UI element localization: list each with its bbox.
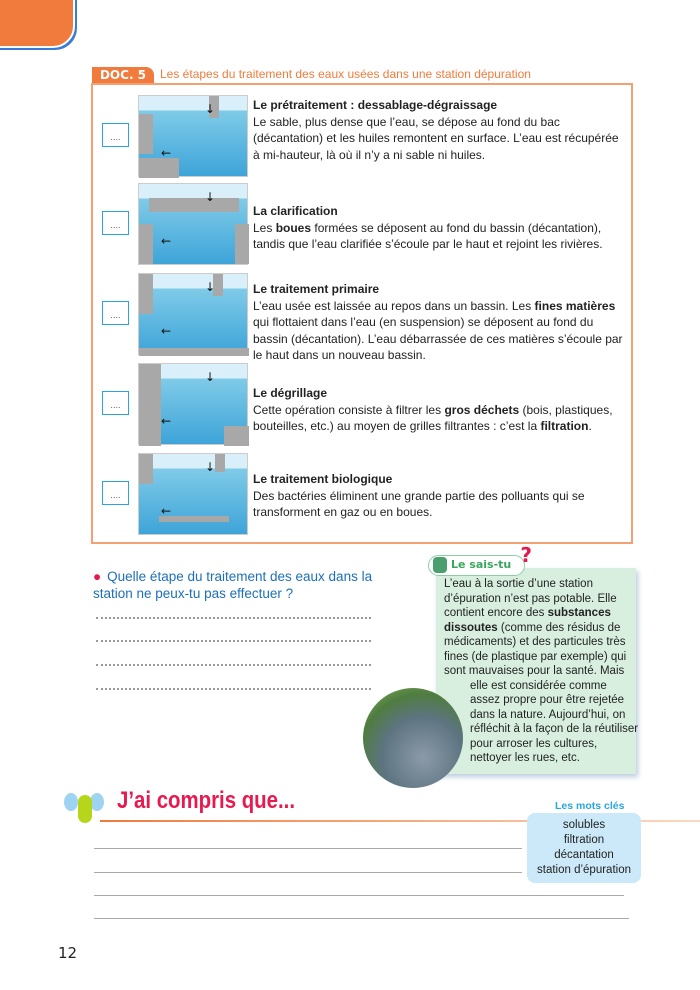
step-number-box[interactable]: .... <box>102 123 129 147</box>
keyword: station d’épuration <box>537 864 631 876</box>
write-line[interactable] <box>94 895 624 896</box>
flow-arrow-icon: ← <box>161 324 172 338</box>
text-run: . <box>588 419 592 433</box>
mots-cles-box <box>527 813 641 883</box>
page-number: 12 <box>58 944 78 962</box>
step-row <box>102 183 622 265</box>
bold-term: boues <box>275 220 312 235</box>
step-diagram <box>138 273 248 355</box>
answer-line[interactable] <box>96 664 371 666</box>
text-run: Le sable, plus dense que l’eau, se dépose au fond du bac (décantation) et les huiles remontent en surface. L’eau est récupérée à mi-hauteur, là où il n’y a ni sable ni huiles. <box>253 114 619 162</box>
irrigation-photo <box>363 688 463 788</box>
doc-box <box>91 83 633 544</box>
doc-title: Les étapes du traitement des eaux usées dans une station dépuration <box>160 67 531 81</box>
step-text <box>253 385 623 435</box>
earth-icon <box>433 557 447 573</box>
le-sais-tu-label <box>428 543 532 576</box>
le-sais-tu-text <box>444 577 639 794</box>
step-number-box[interactable]: .... <box>102 391 129 415</box>
inflow-arrow-icon: ↓ <box>205 102 216 116</box>
text-run: formées se déposent au fond du bassin (décantation), tandis que l’eau clarifiée s’écoule par le haut et rejoint les rivières. <box>253 220 603 251</box>
bold-term: filtration <box>540 419 589 433</box>
step-row <box>102 453 622 535</box>
step-diagram <box>138 95 248 177</box>
inflow-arrow-icon: ↓ <box>205 370 216 384</box>
step-text <box>253 471 623 521</box>
step-row <box>102 95 622 177</box>
step-text <box>253 97 623 163</box>
question <box>93 568 383 602</box>
mots-cles-title: Les mots clés <box>555 800 625 812</box>
tank-wall <box>139 364 161 446</box>
question-mark-icon: ? <box>520 543 532 567</box>
tank-wall <box>139 454 153 484</box>
text-run: L’eau à la sortie d’une station d’épuration n’est pas potable. Elle contient encore des <box>444 578 617 619</box>
step-number-box[interactable]: .... <box>102 481 129 505</box>
question-text: Quelle étape du traitement des eaux dans la station ne peux-tu pas effectuer ? <box>93 569 373 601</box>
step-title: Le traitement primaire <box>253 282 380 296</box>
bold-term: fines matières <box>534 298 616 313</box>
keyword: solubles <box>562 819 606 831</box>
step-diagram <box>138 453 248 535</box>
step-text <box>253 281 623 364</box>
answer-line[interactable] <box>96 617 371 619</box>
bullet-icon: ● <box>93 569 102 584</box>
bold-term: substances dissoutes <box>444 607 611 634</box>
step-title: La clarification <box>253 204 338 218</box>
step-number-box[interactable]: .... <box>102 211 129 235</box>
bold-term: gros déchets <box>444 402 520 417</box>
step-number-box[interactable]: .... <box>102 301 129 325</box>
step-text <box>253 203 623 253</box>
tank-wall <box>139 348 249 356</box>
doc-tag: DOC. 5 <box>92 67 154 84</box>
write-line[interactable] <box>94 848 522 849</box>
tank-wall <box>235 224 249 264</box>
text-run: Les <box>253 220 276 235</box>
tank-wall <box>139 114 153 154</box>
step-title: Le prétraitement : dessablage-dégraissage <box>253 98 498 112</box>
answer-line[interactable] <box>96 688 371 690</box>
text-run: (comme des résidus de médicaments) et des particules très fines (de plastique par exemple) qui sont mauvaises pour la santé. Mais elle est considérée comme assez propre pour être rejetée dans la nature. Aujourd’hui, on réfléchit à la façon de la réutiliser pour arroser les cultures, nettoyer les rues, etc. <box>444 621 639 764</box>
tank-wall <box>139 274 153 314</box>
flow-arrow-icon: ← <box>161 504 172 518</box>
tank-wall <box>139 158 179 178</box>
text-run: (bois, plastiques, bouteilles, etc.) au moyen de grilles filtrantes : c’est la <box>253 402 613 433</box>
tank-wall <box>224 426 249 446</box>
text-run: qui flottaient dans l’eau (en suspension) se déposent au fond du bassin (décantation). L’eau débarrassée de ces matières s’écoule par le haut dans un nouveau bassin. <box>253 315 623 362</box>
corner-tab <box>0 0 75 48</box>
step-diagram <box>138 363 248 445</box>
flow-arrow-icon: ← <box>161 234 172 248</box>
keyword: filtration <box>563 834 605 846</box>
text-run: Des bactéries éliminent une grande partie des polluants qui se transforment en gaz ou en boues. <box>253 488 585 519</box>
write-line[interactable] <box>94 872 522 873</box>
step-diagram <box>138 183 248 265</box>
step-title: Le dégrillage <box>253 386 328 400</box>
tank-wall <box>149 198 239 212</box>
inflow-arrow-icon: ↓ <box>205 460 216 474</box>
bee-mascot-icon <box>64 785 104 830</box>
step-row <box>102 273 623 362</box>
answer-line[interactable] <box>96 640 371 642</box>
text-run: Cette opération consiste à filtrer les <box>253 402 445 417</box>
flow-arrow-icon: ← <box>161 414 172 428</box>
tank-wall <box>139 224 153 264</box>
text-run: L’eau usée est laissée au repos dans un bassin. Les <box>253 298 535 313</box>
step-row <box>102 363 622 445</box>
keyword: décantation <box>554 849 614 861</box>
inflow-arrow-icon: ↓ <box>205 190 216 204</box>
step-title: Le traitement biologique <box>253 472 393 486</box>
label-text: Le sais-tu <box>451 558 512 571</box>
write-line[interactable] <box>94 918 629 919</box>
tank-wall <box>215 454 225 472</box>
jai-compris-heading: J’ai compris que... <box>117 787 295 814</box>
flow-arrow-icon: ← <box>161 146 172 160</box>
inflow-arrow-icon: ↓ <box>205 280 216 294</box>
